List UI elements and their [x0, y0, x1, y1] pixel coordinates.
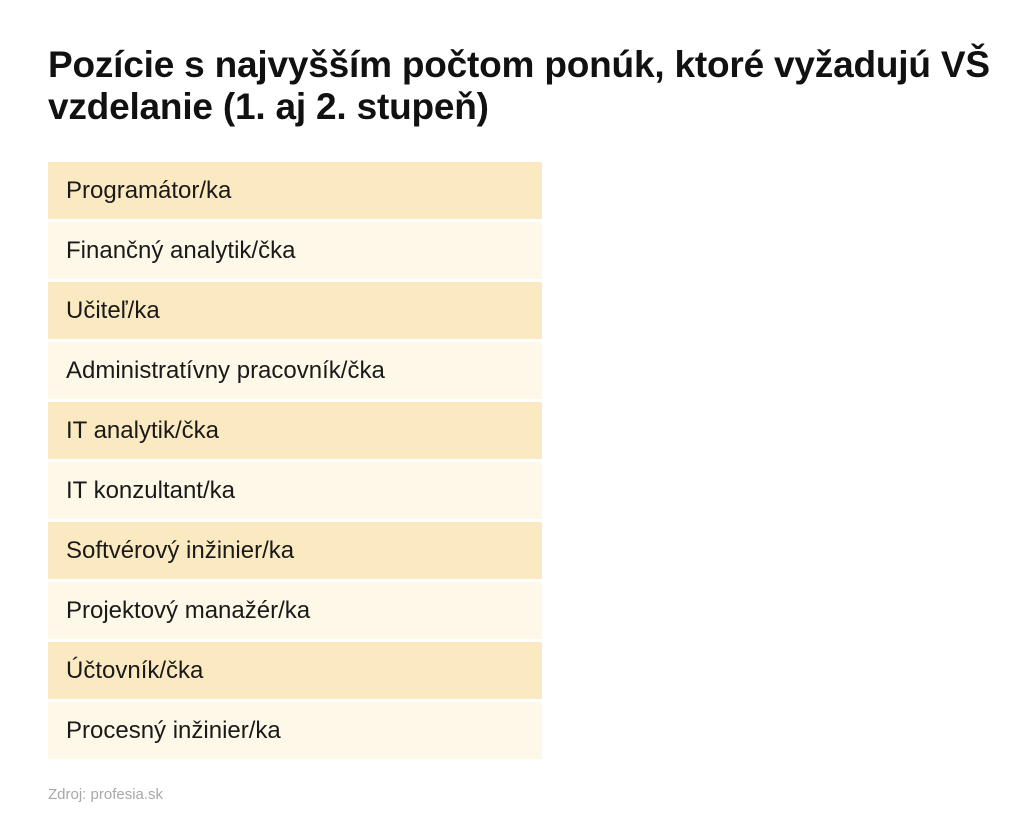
table-row: [48, 342, 542, 399]
table-cell-position: IT analytik/čka: [66, 416, 219, 444]
table-cell-position: Účtovník/čka: [66, 656, 204, 684]
table-row: [48, 222, 542, 279]
positions-table: [48, 162, 542, 762]
table-cell-position: Procesný inžinier/ka: [66, 716, 281, 744]
table-row: [48, 702, 542, 759]
source-note: Zdroj: profesia.sk: [48, 786, 164, 803]
table-row: [48, 282, 542, 339]
table-row: [48, 162, 542, 219]
table-cell-position: Programátor/ka: [66, 176, 232, 204]
table-cell-position: Finančný analytik/čka: [66, 236, 296, 264]
table-cell-position: Učiteľ/ka: [66, 296, 160, 324]
table-row: [48, 642, 542, 699]
table-row: [48, 402, 542, 459]
table-cell-position: Administratívny pracovník/čka: [66, 356, 385, 384]
table-row: [48, 522, 542, 579]
chart-title: Pozície s najvyšším počtom ponúk, ktoré vyžadujú VŠ vzdelanie (1. aj 2. stupeň): [48, 44, 990, 127]
table-cell-position: Projektový manažér/ka: [66, 596, 311, 624]
table-cell-position: IT konzultant/ka: [66, 476, 235, 504]
table-row: [48, 462, 542, 519]
table-cell-position: Softvérový inžinier/ka: [66, 536, 295, 564]
table-row: [48, 582, 542, 639]
